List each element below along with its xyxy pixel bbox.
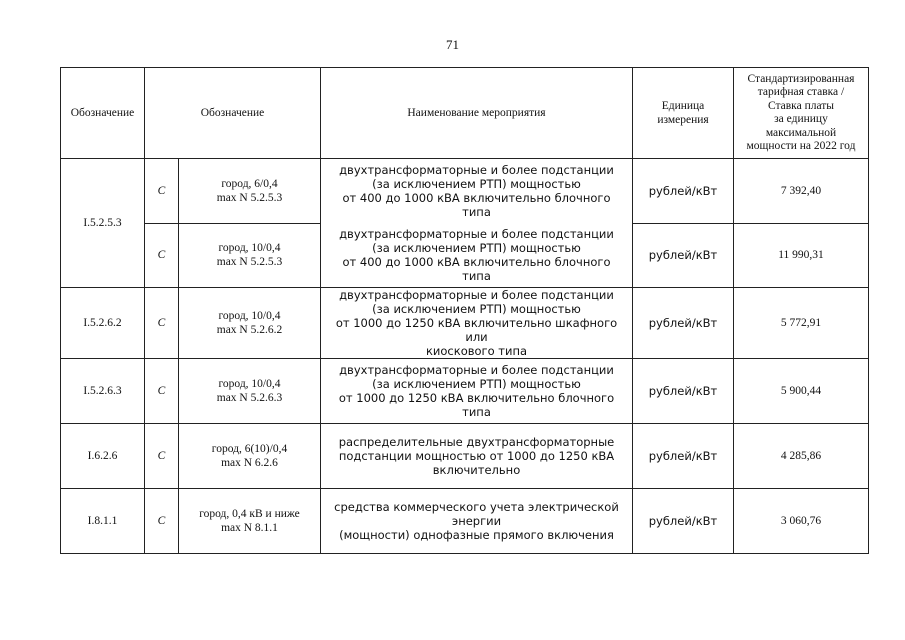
unit-cell: рублей/кВт <box>633 359 734 424</box>
header-unit <box>633 68 734 159</box>
table-row <box>61 359 869 424</box>
description-line: средства коммерческого учета электрической энергии <box>334 500 619 528</box>
designation-line: город, 10/0,4 <box>218 310 281 322</box>
row-code: I.5.2.5.3 <box>61 159 145 288</box>
header-row <box>61 68 869 159</box>
c-symbol: C <box>145 159 179 224</box>
header-designation: Обозначение <box>145 68 321 159</box>
measure-description-block <box>325 223 628 287</box>
description-line: (за исключением РТП) мощностью <box>372 377 581 391</box>
table-row <box>61 159 869 224</box>
description-line: (за исключением РТП) мощностью <box>372 302 581 316</box>
rate-value: 5 900,44 <box>734 359 869 424</box>
designation-label <box>179 359 321 424</box>
description-line: двухтрансформаторные и более подстанции <box>339 288 614 302</box>
designation-label <box>179 223 321 288</box>
header-rate-line: тарифная ставка / <box>757 86 845 98</box>
table-row <box>61 489 869 554</box>
unit-cell: рублей/кВт <box>633 489 734 554</box>
rate-value: 5 772,91 <box>734 288 869 359</box>
header-rate-line: Стандартизированная <box>747 72 855 85</box>
header-rate-line: максимальной <box>765 126 837 139</box>
unit-cell: рублей/кВт <box>633 159 734 224</box>
header-measure-name: Наименование мероприятия <box>321 68 633 159</box>
designation-line: max N 6.2.6 <box>221 457 278 469</box>
header-designation-code: Обозначение <box>61 68 145 159</box>
designation-line: город, 6(10)/0,4 <box>211 443 288 455</box>
designation-line: max N 5.2.6.3 <box>216 392 283 404</box>
measure-description <box>321 359 633 424</box>
description-line: распределительные двухтрансформаторные <box>338 435 615 449</box>
header-unit-line1: Единица <box>661 100 705 112</box>
designation-label <box>179 489 321 554</box>
c-symbol: C <box>145 424 179 489</box>
unit-cell: рублей/кВт <box>633 223 734 288</box>
unit-cell: рублей/кВт <box>633 288 734 359</box>
description-line: от 400 до 1000 кВА включительно блочного типа <box>342 255 611 283</box>
description-line: (мощности) однофазные прямого включения <box>339 528 614 542</box>
rate-value: 3 060,76 <box>734 489 869 554</box>
measure-description <box>321 489 633 554</box>
measure-description <box>321 288 633 359</box>
designation-line: город, 6/0,4 <box>221 177 278 190</box>
description-line: двухтрансформаторные и более подстанции <box>339 227 614 241</box>
page-number: 71 <box>446 37 459 52</box>
table-row <box>61 424 869 489</box>
row-code: I.8.1.1 <box>61 489 145 554</box>
unit-cell: рублей/кВт <box>633 424 734 489</box>
rate-value: 11 990,31 <box>734 223 869 288</box>
designation-label <box>179 424 321 489</box>
designation-line: max N 8.1.1 <box>221 522 278 534</box>
row-code: I.5.2.6.2 <box>61 288 145 359</box>
designation-line: max N 5.2.5.3 <box>216 191 283 204</box>
rate-value: 7 392,40 <box>734 159 869 224</box>
row-code: I.5.2.6.3 <box>61 359 145 424</box>
description-line: от 1000 до 1250 кВА включительно шкафного или <box>335 316 618 344</box>
measure-description-block <box>325 159 628 223</box>
header-rate <box>734 68 869 159</box>
designation-line: город, 10/0,4 <box>218 378 281 390</box>
designation-line: город, 0,4 кВ и ниже <box>199 508 300 520</box>
description-line: от 400 до 1000 кВА включительно блочного типа <box>342 191 611 219</box>
c-symbol: C <box>145 489 179 554</box>
row-code: I.6.2.6 <box>61 424 145 489</box>
table-row <box>61 288 869 359</box>
description-line: от 1000 до 1250 кВА включительно блочного типа <box>338 391 615 419</box>
description-line: двухтрансформаторные и более подстанции <box>339 363 614 377</box>
header-rate-line: мощности на 2022 год <box>746 140 856 152</box>
description-line: (за исключением РТП) мощностью <box>372 241 581 255</box>
header-rate-line: за единицу <box>774 113 828 125</box>
tariff-table <box>60 67 869 554</box>
measure-description <box>321 159 633 288</box>
designation-line: город, 10/0,4 <box>218 242 281 255</box>
description-line: включительно <box>432 463 521 477</box>
header-rate-line: Ставка платы <box>767 99 835 112</box>
rate-value: 4 285,86 <box>734 424 869 489</box>
c-symbol: C <box>145 223 179 288</box>
designation-line: max N 5.2.6.2 <box>216 324 283 336</box>
c-symbol: C <box>145 288 179 359</box>
description-line: киоскового типа <box>425 344 528 358</box>
c-symbol: C <box>145 359 179 424</box>
designation-label <box>179 288 321 359</box>
measure-description <box>321 424 633 489</box>
header-unit-line2: измерения <box>657 114 709 126</box>
designation-label <box>179 159 321 224</box>
description-line: двухтрансформаторные и более подстанции <box>339 163 614 177</box>
designation-line: max N 5.2.5.3 <box>216 256 283 269</box>
description-line: (за исключением РТП) мощностью <box>372 177 581 191</box>
description-line: подстанции мощностью от 1000 до 1250 кВА <box>338 449 615 463</box>
